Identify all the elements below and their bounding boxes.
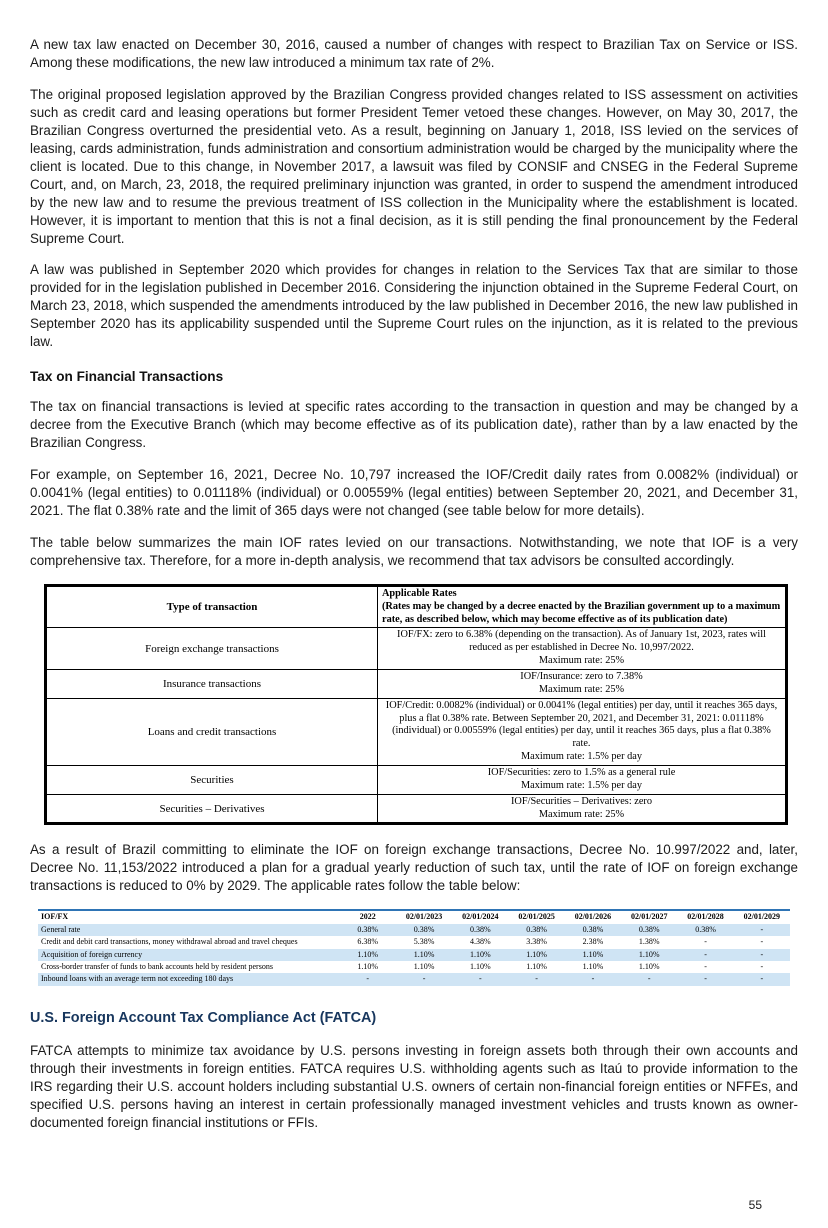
fx-row-inbound-loans bbox=[38, 973, 790, 985]
rate-cell bbox=[378, 670, 787, 699]
transaction-type-cell: Loans and credit transactions bbox=[46, 698, 378, 765]
fx-row-card-transactions bbox=[38, 936, 790, 948]
fx-row-cross-border bbox=[38, 961, 790, 973]
rate-text: IOF/Credit: 0.0082% (individual) or 0.0041% (legal entities) per day, until it reaches 365 days, plus a flat 0.38% rate. Between September 20, 2021, and December 31, 2021: 0.01118% (individual) or 0.00559% (legal entities) per day, until it reaches 365 days, plus a flat 0.38% rate. bbox=[385, 699, 778, 750]
table-row-securities bbox=[46, 766, 787, 795]
fx-row-label: Credit and debit card transactions, money withdrawal abroad and travel cheques bbox=[41, 937, 298, 947]
fx-cell: 2.38% bbox=[582, 937, 604, 947]
fx-cell: 0.38% bbox=[638, 924, 660, 934]
fx-header-year: 02/01/2027 bbox=[631, 912, 668, 922]
fx-cell: 1.10% bbox=[526, 961, 547, 971]
fx-header-year: 02/01/2025 bbox=[518, 912, 555, 922]
column-header-type-of-transaction: Type of transaction bbox=[46, 585, 378, 628]
fx-cell: - bbox=[760, 924, 764, 934]
table-row-loans-credit bbox=[46, 698, 787, 765]
page-number: 55 bbox=[748, 1198, 762, 1212]
fx-cell: 0.38% bbox=[582, 924, 604, 934]
fx-cell: 0.38% bbox=[526, 924, 547, 934]
fx-cell: - bbox=[760, 937, 764, 947]
transaction-type-cell: Insurance transactions bbox=[46, 670, 378, 699]
fx-cell: 1.10% bbox=[638, 949, 660, 959]
transaction-type-cell: Securities bbox=[46, 766, 378, 795]
rate-text: IOF/FX: zero to 6.38% (depending on the transaction). As of January 1st, 2023, rates will reduced as per established in Decree No. 10,997/2022. bbox=[397, 629, 766, 654]
max-rate-text: Maximum rate: 1.5% per day bbox=[521, 751, 642, 763]
max-rate-text: Maximum rate: 25% bbox=[538, 808, 625, 820]
paragraph-tax-levied: The tax on financial transactions is levied at specific rates according to the transaction in question and may be changed by a decree from the Executive Branch (which may become effective as of its publication date), rather than by a law enacted by the Brazilian Congress. bbox=[30, 399, 798, 451]
heading-fatca: U.S. Foreign Account Tax Compliance Act (FATCA) bbox=[30, 1009, 377, 1026]
transaction-type-cell: Foreign exchange transactions bbox=[46, 628, 378, 670]
paragraph-decree-10797: For example, on September 16, 2021, Decree No. 10,797 increased the IOF/Credit daily rates from 0.0082% (individual) or 0.0041% (legal entities) to 0.01118% (individual) or 0.00559% (legal entities) between September 20, 2021, and December 31, 2021. The flat 0.38% rate and the limit of 365 days were not changed (see table below for more details). bbox=[30, 467, 798, 519]
iof-fx-schedule-table bbox=[38, 909, 790, 985]
paragraph-law-september-2020: A law was published in September 2020 which provides for changes in relation to the Services Tax that are similar to those provided for in the legislation published in December 2016. Considering the injunction obtained in the Supreme Federal Court, on March 23, 2018, which suspended the amendments introduced by the law published in December 2016, the new law published in September 2020 has its applicability suspended until the Supreme Court rules on the injunction, as it is related to the previous law. bbox=[30, 262, 798, 350]
fx-row-label: Acquisition of foreign currency bbox=[41, 949, 143, 959]
fx-row-label: General rate bbox=[41, 924, 81, 934]
fx-cell: 5.38% bbox=[413, 937, 435, 947]
fx-cell: - bbox=[704, 937, 707, 947]
paragraph-new-tax-law: A new tax law enacted on December 30, 2016, caused a number of changes with respect to Brazilian Tax on Service or ISS. Among these modifications, the new law introduced a minimum tax rate of 2%. bbox=[30, 37, 798, 70]
fx-cell: 0.38% bbox=[413, 924, 435, 934]
paragraph-table-summary: The table below summarizes the main IOF rates levied on our transactions. Notwithstanding, we note that IOF is a very comprehensive tax. Therefore, for a more in-depth analysis, we recommend that tax advisors be consulted accordingly. bbox=[30, 534, 798, 568]
max-rate-text: Maximum rate: 1.5% per day bbox=[521, 779, 642, 791]
fx-row-label: Cross-border transfer of funds to bank accounts held by resident persons bbox=[41, 961, 273, 971]
fx-cell: - bbox=[591, 974, 595, 984]
max-rate-text: Maximum rate: 25% bbox=[538, 683, 625, 695]
table-row-foreign-exchange bbox=[46, 628, 787, 670]
fx-cell: 4.38% bbox=[470, 937, 491, 947]
fx-header-label: IOF/FX bbox=[41, 912, 69, 922]
applicable-rates-note: (Rates may be changed by a decree enacted by the Brazilian government up to a maximum rate, as described below, which may become effective as of its publication date) bbox=[382, 600, 781, 625]
fx-row-label: Inbound loans with an average term not exceeding 180 days bbox=[41, 974, 234, 984]
rate-text: IOF/Securities – Derivatives: zero bbox=[511, 795, 652, 807]
fx-cell: 1.10% bbox=[357, 949, 379, 959]
fx-cell: - bbox=[366, 974, 370, 984]
iof-rates-table bbox=[44, 584, 788, 826]
table-row-insurance bbox=[46, 670, 787, 699]
fx-header-row bbox=[38, 910, 790, 923]
fx-cell: 0.38% bbox=[695, 924, 716, 934]
rate-text: IOF/Insurance: zero to 7.38% bbox=[520, 671, 643, 683]
fx-cell: 1.10% bbox=[470, 949, 491, 959]
fx-cell: 1.10% bbox=[582, 949, 604, 959]
fx-cell: 1.38% bbox=[638, 937, 660, 947]
fx-row-foreign-currency bbox=[38, 949, 790, 961]
fx-cell: 1.10% bbox=[526, 949, 547, 959]
fx-header-year: 2022 bbox=[359, 912, 376, 922]
fx-header-year: 02/01/2028 bbox=[687, 912, 724, 922]
fx-cell: - bbox=[760, 961, 764, 971]
fx-cell: 1.10% bbox=[357, 961, 379, 971]
column-header-applicable-rates bbox=[378, 585, 787, 628]
fx-cell: - bbox=[704, 961, 707, 971]
fx-cell: 3.38% bbox=[526, 937, 547, 947]
fx-header-year: 02/01/2023 bbox=[405, 912, 443, 922]
fx-cell: 0.38% bbox=[357, 924, 379, 934]
max-rate-text: Maximum rate: 25% bbox=[538, 655, 625, 667]
fx-cell: 1.10% bbox=[582, 961, 604, 971]
applicable-rates-title: Applicable Rates bbox=[382, 587, 457, 599]
paragraph-original-legislation: The original proposed legislation approved by the Brazilian Congress provided changes related to ISS assessment on activities such as credit card and leasing operations but former President Temer vetoed these changes. However, on May 30, 2017, the Brazilian Congress overturned the presidential veto. As a result, beginning on January 1, 2018, ISS levied on the services of leasing, cards administration, funds administration and consortium administration would be charged by the municipality where the client is located. Due to this change, in November 2017, a lawsuit was filed by CONSIF and CNSEG in the Federal Supreme Court, and, on March, 23, 2018, the required preliminary injunction was granted, in order to suspend the amendment introduced by the new law and to resume the previous treatment of ISS collection in the Municipality where the establishment is located. However, it is important to mention that this is not a final decision, as it is still pending the final pronouncement by the Federal Supreme Court. bbox=[30, 86, 798, 246]
fx-cell: 1.10% bbox=[413, 949, 435, 959]
iof-table-header-row bbox=[46, 585, 787, 628]
rate-cell bbox=[378, 766, 787, 795]
table-row-securities-derivatives bbox=[46, 794, 787, 824]
rate-cell bbox=[378, 698, 787, 765]
heading-tax-on-financial-transactions: Tax on Financial Transactions bbox=[30, 369, 224, 385]
fx-cell: 1.10% bbox=[413, 961, 435, 971]
fx-cell: - bbox=[647, 974, 651, 984]
rate-cell bbox=[378, 794, 787, 824]
fx-cell: - bbox=[422, 974, 426, 984]
fx-header-year: 02/01/2026 bbox=[574, 912, 612, 922]
paragraph-fatca: FATCA attempts to minimize tax avoidance by U.S. persons investing in foreign assets both through their own accounts and through their investments in foreign entities. FATCA requires U.S. withholding agents such as Itaú to provide information to the IRS regarding their U.S. account holders including substantial U.S. owners of certain non-financial foreign entities or NFFEs, and specified U.S. persons having an interest in certain professionally managed investment vehicles and trusts known as owner-documented foreign financial institutions or FFIs. bbox=[30, 1042, 798, 1130]
rate-text: IOF/Securities: zero to 1.5% as a general rule bbox=[487, 767, 676, 779]
fx-cell: 6.38% bbox=[357, 937, 379, 947]
transaction-type-cell: Securities – Derivatives bbox=[46, 794, 378, 824]
fx-header-year: 02/01/2029 bbox=[743, 912, 781, 922]
fx-cell: 1.10% bbox=[638, 961, 660, 971]
rate-cell bbox=[378, 628, 787, 670]
fx-cell: 1.10% bbox=[470, 961, 491, 971]
fx-cell: - bbox=[479, 974, 482, 984]
fx-cell: - bbox=[704, 974, 707, 984]
fx-header-year: 02/01/2024 bbox=[462, 912, 499, 922]
fx-cell: - bbox=[704, 949, 707, 959]
fx-cell: - bbox=[535, 974, 538, 984]
paragraph-iof-elimination: As a result of Brazil committing to eliminate the IOF on foreign exchange transactions, Decree No. 10.997/2022 and, later, Decree No. 11,153/2022 introduced a plan for a gradual yearly reduction of such tax, until the rate of IOF on foreign exchange transactions is reduced to 0% by 2029. The applicable rates follow the table below: bbox=[30, 842, 798, 894]
fx-cell: - bbox=[760, 974, 764, 984]
fx-cell: - bbox=[760, 949, 764, 959]
fx-row-general-rate bbox=[38, 924, 790, 936]
fx-cell: 0.38% bbox=[470, 924, 491, 934]
